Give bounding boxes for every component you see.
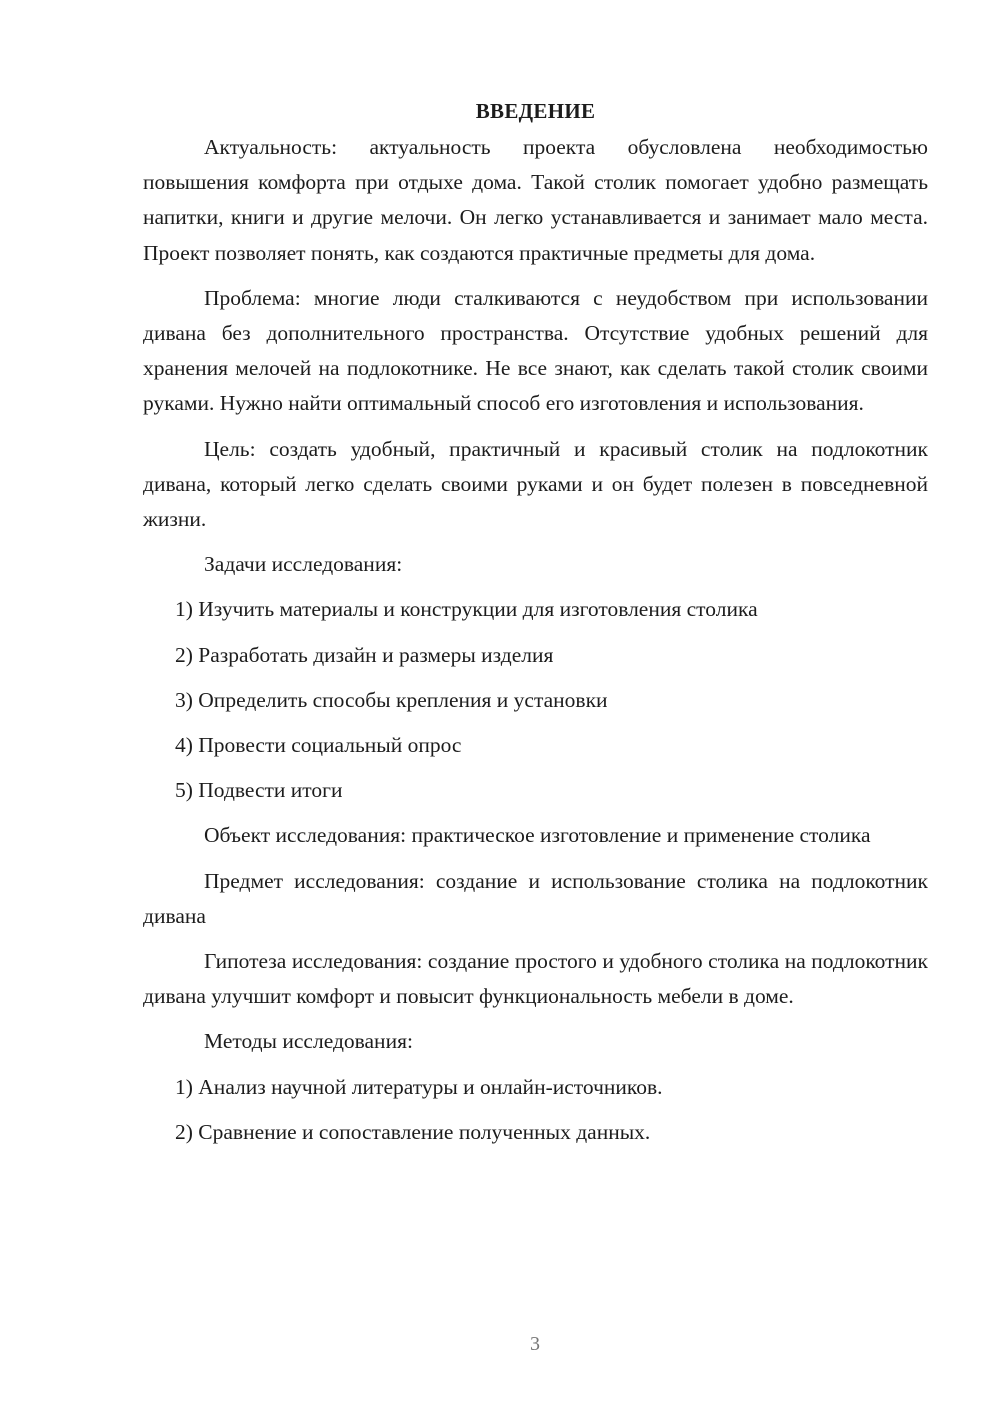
- document-page: [143, 96, 928, 1160]
- list-item: 5) Подвести итоги: [175, 778, 343, 803]
- list-item: 4) Провести социальный опрос: [175, 733, 462, 758]
- methods-label: Методы исследования:: [204, 1029, 413, 1054]
- methods-list: [143, 1070, 928, 1150]
- subject-paragraph: Предмет исследования: создание и использование столика на подлокотник дивана: [143, 868, 928, 928]
- list-item: 3) Определить способы крепления и установки: [175, 687, 608, 712]
- goal-paragraph: Цель: создать удобный, практичный и красивый столик на подлокотник дивана, который легко сделать своими руками и он будет полезен в повседневной жизни.: [143, 436, 928, 532]
- object-paragraph: Объект исследования: практическое изготовление и применение столика: [204, 823, 871, 848]
- list-item: 1) Изучить материалы и конструкции для изготовления столика: [175, 597, 758, 622]
- list-item: 1) Анализ научной литературы и онлайн-источников.: [175, 1074, 663, 1099]
- hypothesis-paragraph: Гипотеза исследования: создание простого и удобного столика на подлокотник дивана улучшит комфорт и повысит функциональность мебели в доме.: [143, 949, 928, 1009]
- list-item: 2) Разработать дизайн и размеры изделия: [175, 642, 554, 667]
- relevance-paragraph: Актуальность: актуальность проекта обусловлена необходимостью повышения комфорта при отдыхе дома. Такой столик помогает удобно размещать напитки, книги и другие мелочи. Он легко устанавливается и занимает мало места. Проект позволяет понять, как создаются практичные предметы для дома.: [143, 135, 928, 265]
- page-number: 3: [530, 1333, 540, 1355]
- tasks-list: [143, 592, 928, 808]
- problem-paragraph: Проблема: многие люди сталкиваются с неудобством при использовании дивана без дополнительного пространства. Отсутствие удобных решений для хранения мелочей на подлокотнике. Не все знают, как сделать такой столик своими руками. Нужно найти оптимальный способ его изготовления и использования.: [143, 285, 928, 416]
- section-heading: ВВЕДЕНИЕ: [475, 99, 596, 123]
- tasks-label: Задачи исследования:: [204, 552, 403, 577]
- list-item: 2) Сравнение и сопоставление полученных данных.: [175, 1119, 651, 1144]
